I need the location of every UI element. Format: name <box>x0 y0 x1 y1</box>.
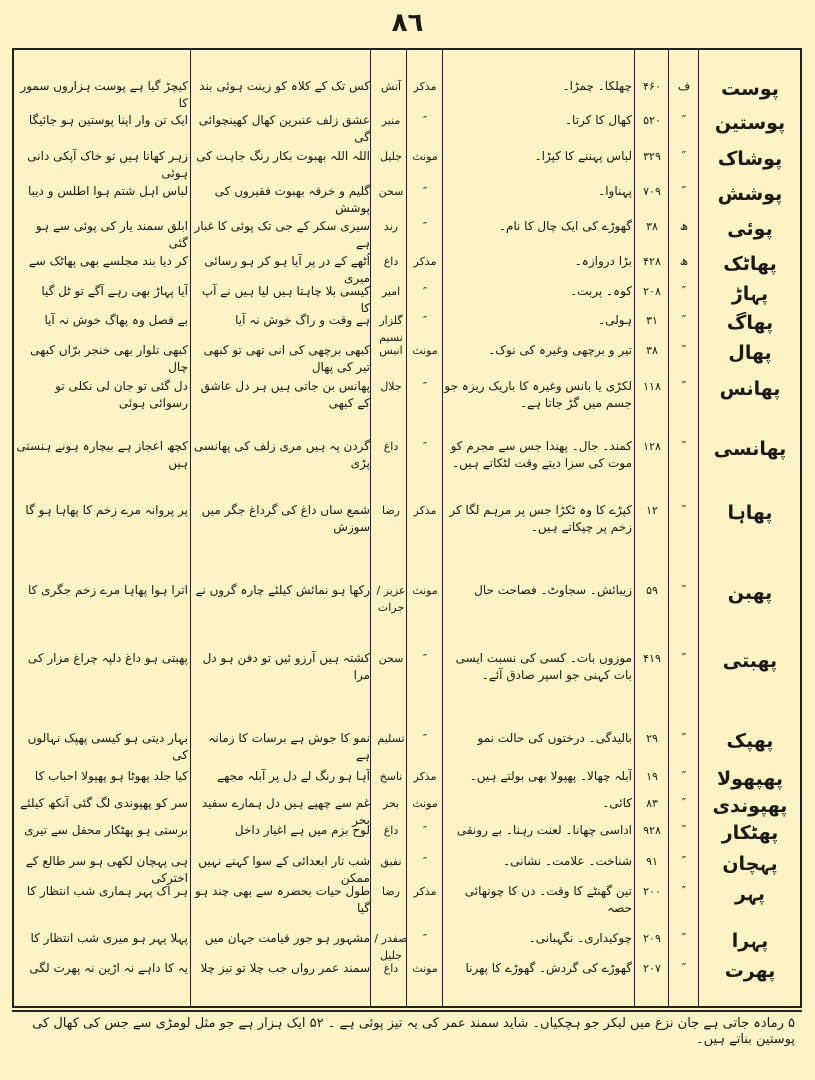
verse-line-1: لوح بزم میں ہے اغیار داخل <box>234 823 370 837</box>
verse-line-2: پہلا پہر ہو میری شب انتظار کا <box>30 931 188 945</box>
poet-name: داغ <box>383 824 399 837</box>
definition: تین گھنٹے کا وقت۔ دن کا چوتھائی حصہ <box>464 884 632 915</box>
poet-name: داغ <box>383 440 399 453</box>
verse-line-1: پھانس بن جاتی ہیں ہر دل عاشق کے کبھی <box>200 379 370 410</box>
reference-number: ۳۸ <box>646 220 658 233</box>
headword: پوشش <box>717 183 783 205</box>
reference-number: ۹۱ <box>646 855 658 868</box>
word-origin: ″ <box>681 796 687 810</box>
column-divider <box>190 50 191 1006</box>
gender: ″ <box>422 732 428 745</box>
reference-number: ۲۰۷ <box>643 962 661 975</box>
headword: پھانسی <box>713 438 787 460</box>
verse-line-2: کیچڑ گیا ہے پوست ہزاروں سمور کا <box>20 79 188 110</box>
headword: پوشاک <box>717 148 783 170</box>
definition: پہناوا۔ <box>598 184 632 198</box>
gender: ″ <box>422 652 428 665</box>
verse-line-2: کر دیا بند مجلسے بھی پھاٹک سے <box>28 254 188 268</box>
verse-line-1: کیسی بلا چاہتا ہیں لیا ہیں نے آپ کا <box>201 284 370 315</box>
word-origin: ″ <box>681 731 687 745</box>
poet-name: صفدر / جلیل <box>374 932 408 962</box>
poet-name: جلال <box>380 380 402 393</box>
footnote-divider <box>12 1010 802 1012</box>
definition: گھوڑے کی گردش۔ گھوڑے کا پھرنا <box>465 961 632 975</box>
headword: پھپوندی <box>712 795 788 817</box>
word-origin: ″ <box>681 884 687 898</box>
definition: کھال کا کرتا۔ <box>565 113 632 127</box>
gender: مذکر <box>413 770 437 783</box>
footnote: ۵ رمادہ جاتی ہے جان نزع میں لیکر جو ہچکیاں۔ شاید سمند عمر کی یہ تیز پوئی ہے ۔ ۵۲ ایک ہزار ہے جو مثل لومڑی سے جس کی کھال کی پوستین بناتے ہیں۔ <box>32 1016 795 1047</box>
reference-number: ۹۲۸ <box>643 824 661 837</box>
headword: پھرت <box>724 960 776 982</box>
word-origin: ″ <box>681 961 687 975</box>
definition: کپڑے کا وہ ٹکڑا جس پر مرہم لگا کر زخم پر چپکاتے ہیں۔ <box>449 503 632 534</box>
word-origin: ″ <box>681 313 687 327</box>
word-origin: ″ <box>681 854 687 868</box>
word-origin: ھ <box>679 219 689 233</box>
verse-line-1: غم سے چھپے ہیں دل ہمارے سفید بحر <box>201 796 370 827</box>
poet-name: نفیق <box>380 855 402 868</box>
headword: پھپھولا <box>716 768 784 790</box>
verse-line-1: عشق زلف عنبرین کھال کھینچوائی گی <box>198 113 370 144</box>
word-origin: ″ <box>681 651 687 665</box>
verse-line-2: ہی پہچان لکھی ہو سر طالع کے اخترکی <box>25 854 188 885</box>
gender: مذکر <box>413 885 437 898</box>
verse-line-1: طول حیات بحضرہ سے بھی چند ہو گیا <box>194 884 370 915</box>
reference-number: ۱۹ <box>646 770 658 783</box>
definition: تیر و برچھی وغیرہ کی نوک۔ <box>488 343 632 357</box>
verse-line-1: کبھی برچھی کی انی تھی تو کبھی تیر کی پھال <box>203 343 370 374</box>
verse-line-2: کیا جلد پھوٹا ہو پھپولا احباب کا <box>34 769 188 783</box>
poet-name: رضا <box>381 504 400 517</box>
reference-number: ۲۰۹ <box>643 932 661 945</box>
definition: لکڑی یا بانس وغیرہ کا باریک ریزہ جو جسم میں گڑ جاتا ہے۔ <box>444 379 632 410</box>
verse-line-1: اُٹھے کے در پر آیا ہو کر ہو رسائی میری <box>204 254 370 285</box>
gender: مونث <box>412 962 438 975</box>
verse-line-2: بے فصل وہ پھاگ خوش نہ آیا <box>44 313 188 327</box>
verse-line-1: اللہ اللہ بھبوت بکار رنگ جاہت کی <box>196 149 370 163</box>
word-origin: ″ <box>681 769 687 783</box>
verse-line-1: نمو کا جوش ہے برسات کا زمانہ ہے <box>208 731 370 762</box>
headword: پہچان <box>722 853 778 875</box>
verse-line-1: سمند عمر رواں جب چلا تو تیز چلا <box>200 961 370 975</box>
verse-line-2: برستی ہو پھٹکار محفل سے تیری <box>24 823 188 837</box>
headword: پھٹکار <box>721 822 779 844</box>
poet-name: آتش <box>380 80 402 93</box>
gender: مذکر <box>413 504 437 517</box>
word-origin: ھ <box>679 254 689 268</box>
verse-line-2: لباس اہل شتم ہوا اطلس و دیبا <box>27 184 188 198</box>
verse-line-1: شب تار ابعدائی کے سوا کہنے نہیں ممکن <box>198 854 370 885</box>
word-origin: ″ <box>681 343 687 357</box>
reference-number: ۲۹ <box>646 732 658 745</box>
headword: پہر <box>734 883 766 905</box>
headword: پھانس <box>719 378 781 400</box>
poet-name: داغ <box>383 255 399 268</box>
verse-line-1: شمع ساں داغ کی گرداغ جگر میں سوزش <box>201 503 370 534</box>
word-origin: ″ <box>681 284 687 298</box>
reference-number: ۱۱۸ <box>643 380 661 393</box>
definition: آبلہ چھالا۔ پھپولا بھی بولتے ہیں۔ <box>469 769 632 783</box>
poet-name: انیس <box>379 344 403 357</box>
verse-line-2: کبھی تلوار بھی خنجر برّاں کبھی چال <box>30 343 188 374</box>
poet-name: رند <box>383 220 399 233</box>
poet-name: جلیل <box>379 150 403 163</box>
reference-number: ۴۱۹ <box>643 652 661 665</box>
gender: مذکر <box>413 80 437 93</box>
headword: پھبن <box>727 582 773 604</box>
column-divider <box>668 50 669 1006</box>
reference-number: ۵۹ <box>646 584 658 597</box>
reference-number: ۳۲۹ <box>643 150 661 163</box>
definition: چھلکا۔ چمڑا۔ <box>562 79 632 93</box>
reference-number: ۱۲۸ <box>643 440 661 453</box>
verse-line-2: ابلق سمند یار کی پوئی سے ہو گئی <box>35 219 188 250</box>
headword: پھبتی <box>722 650 778 672</box>
poet-name: گلزار نسیم <box>379 314 403 344</box>
gender: مونث <box>412 584 438 597</box>
gender: مونث <box>412 797 438 810</box>
gender: ″ <box>422 440 428 453</box>
poet-name: تسلیم <box>377 732 405 745</box>
reference-number: ۱۲ <box>646 504 658 517</box>
definition: چوکیداری۔ نگہبانی۔ <box>528 931 632 945</box>
verse-line-1: ہے وقت و راگ خوش نہ آیا <box>235 313 370 327</box>
reference-number: ۸۳ <box>646 797 658 810</box>
reference-number: ۵۲۰ <box>643 114 661 127</box>
gender: مونث <box>412 150 438 163</box>
headword: پوئی <box>727 218 773 240</box>
reference-number: ۳۸ <box>646 344 658 357</box>
gender: ″ <box>422 824 428 837</box>
verse-line-1: کشتہ ہیں آرزو ئیں تو دفن ہو دل مرا <box>202 651 370 682</box>
verse-line-1: سیری سکر کے جی تک پوئی کا غبار ہے <box>194 219 370 250</box>
reference-number: ۷۰۹ <box>643 185 661 198</box>
verse-line-1: کس تک کے کلاہ کو زینت ہوئی بند <box>199 79 370 93</box>
verse-line-1: مشہور ہو جور قیامت جہان میں <box>204 931 370 945</box>
poet-name: عزیز / جرات <box>376 584 406 614</box>
verse-line-2: اترا ہوا پھاہا مرے زخم جگری کا <box>27 583 188 597</box>
reference-number: ۳۱ <box>646 314 658 327</box>
word-origin: ″ <box>681 149 687 163</box>
definition: ہولی۔ <box>598 313 632 327</box>
verse-line-2: سر کو پھپوندی لگ گئی آنکھ کیلئے <box>20 796 188 810</box>
column-divider <box>634 50 635 1006</box>
verse-line-2: زہر کھاتا ہیں تو خاک آپکی دانی ہوئی <box>27 149 188 180</box>
gender: ″ <box>422 285 428 298</box>
poet-name: منیر <box>381 114 401 127</box>
headword: پھپک <box>726 730 774 752</box>
verse-line-2: پر پروانہ مرے زخم کا پھاہا ہو گا <box>25 503 188 517</box>
definition: اداسی چھانا۔ لعنت رہنا۔ بے رونقی <box>456 823 632 837</box>
headword: پھاہا <box>727 502 773 524</box>
headword: پوستین <box>714 112 786 134</box>
definition: بڑا دروازہ۔ <box>574 254 632 268</box>
column-divider <box>370 50 371 1006</box>
gender: ″ <box>422 185 428 198</box>
verse-line-1: گردن پہ ہیں مری زلف کی پھانسی پڑی <box>193 439 370 470</box>
headword: پھال <box>728 342 772 364</box>
reference-number: ۲۰۸ <box>643 285 661 298</box>
verse-line-2: ہر اک پہر ہماری شب انتظار کا <box>26 884 188 898</box>
gender: ″ <box>422 314 428 327</box>
word-origin: ″ <box>681 931 687 945</box>
reference-number: ۴۶۰ <box>643 80 661 93</box>
word-origin: ″ <box>681 439 687 453</box>
verse-line-2: دل گئی تو جان لی نکلی تو رسوائی ہوئی <box>55 379 188 410</box>
gender: مذکر <box>413 255 437 268</box>
verse-line-1: گلیم و خرقہ بھبوت فقیروں کی پوشش <box>214 184 370 215</box>
headword: پھاٹک <box>723 253 777 275</box>
reference-number: ۲۰۰ <box>643 885 661 898</box>
definition: گھوڑے کی ایک چال کا نام۔ <box>498 219 632 233</box>
word-origin: ″ <box>681 113 687 127</box>
word-origin: ″ <box>681 503 687 517</box>
gender: مونث <box>412 344 438 357</box>
definition: شناخت۔ علامت۔ نشانی۔ <box>503 854 632 868</box>
headword: پوست <box>721 78 779 100</box>
poet-name: سحن <box>378 652 404 665</box>
poet-name: بحر <box>382 797 400 810</box>
headword: پھاگ <box>726 312 774 334</box>
gender: ″ <box>422 932 428 945</box>
definition: کائی۔ <box>602 796 632 810</box>
word-origin: ″ <box>681 184 687 198</box>
definition: کوہ۔ پربت۔ <box>570 284 632 298</box>
dictionary-table <box>12 48 802 1008</box>
poet-name: داغ <box>383 962 399 975</box>
poet-name: رضا <box>381 885 400 898</box>
definition: بالیدگی۔ درختوں کی حالت نمو <box>477 731 632 745</box>
poet-name: سحن <box>378 185 404 198</box>
definition: لباس پہننے کا کپڑا۔ <box>534 149 632 163</box>
word-origin: ″ <box>681 823 687 837</box>
word-origin: ف <box>677 79 691 93</box>
word-origin: ″ <box>681 583 687 597</box>
verse-line-1: رکھا ہو نمائش کیلئے چارہ گروں نے <box>195 583 370 597</box>
verse-line-2: پھبتی ہو داغ دلپہ چراغ مزار کی <box>27 651 188 665</box>
definition: موزوں بات۔ کسی کی نسبت ایسی بات کہنی جو اسپر صادق آئے۔ <box>455 651 632 682</box>
column-divider <box>698 50 699 1006</box>
gender: ″ <box>422 855 428 868</box>
poet-name: ناسخ <box>379 770 403 783</box>
gender: ″ <box>422 380 428 393</box>
verse-line-2: ایک تن وار اپنا پوستین ہو جائیگا <box>28 113 188 127</box>
headword: پہاڑ <box>731 283 769 305</box>
page-number: ٨٦ <box>391 8 424 38</box>
verse-line-2: کچھ اعجاز ہے بیچارہ ہونے ہنستی ہیں <box>16 439 188 470</box>
reference-number: ۴۲۸ <box>643 255 661 268</box>
verse-line-1: آہا ہو رنگ لے دل پر آبلہ مجھے <box>217 769 370 783</box>
headword: پہرا <box>731 930 769 952</box>
verse-line-2: یہ کا داہے نہ اڑین نہ پھرت لگی <box>29 961 188 975</box>
poet-name: امیر <box>381 285 401 298</box>
gender: ″ <box>422 114 428 127</box>
definition: کمند۔ جال۔ پھندا جس سے مجرم کو موت کی سزا دیتے وقت لٹکاتے ہیں۔ <box>450 439 632 470</box>
verse-line-2: آیا پہاڑ بھی رہے آگے تو ٹل گیا <box>41 284 188 298</box>
gender: ″ <box>422 220 428 233</box>
verse-line-2: بہار دیتی ہو کیسی پھپک نہالوں کی <box>27 731 188 762</box>
definition: زیبائش۔ سجاوٹ۔ فصاحت حال <box>474 583 632 597</box>
word-origin: ″ <box>681 379 687 393</box>
